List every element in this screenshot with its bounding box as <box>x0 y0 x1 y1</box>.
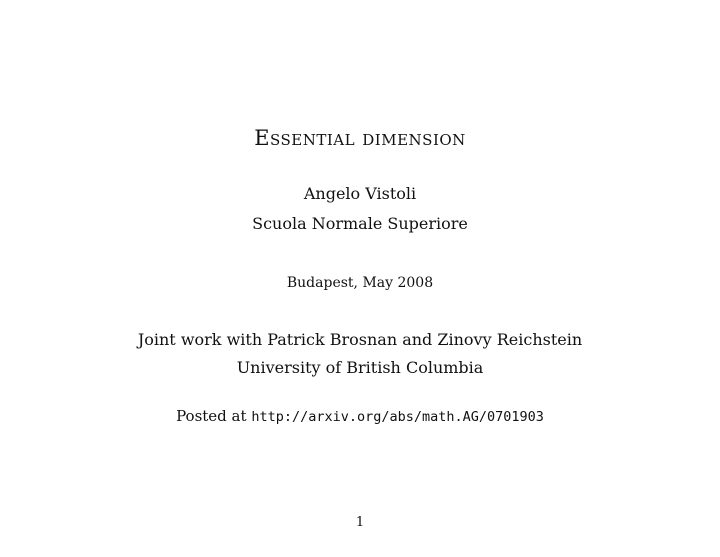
arxiv-url: http://arxiv.org/abs/math.AG/0701903 <box>251 409 544 425</box>
collaborator-university: University of British Columbia <box>236 358 484 377</box>
presentation-date: Budapest, May 2008 <box>286 275 434 291</box>
author-affiliation: Scuola Normale Superiore <box>252 214 468 233</box>
author-name: Angelo Vistoli <box>303 184 417 203</box>
posted-prefix: Posted at <box>176 407 247 425</box>
page-number: 1 <box>355 515 365 530</box>
posted-at-line <box>0 409 720 425</box>
joint-work-line: Joint work with Patrick Brosnan and Zinovy Reichstein <box>137 330 583 349</box>
slide-title: Essential dimension <box>254 126 466 150</box>
